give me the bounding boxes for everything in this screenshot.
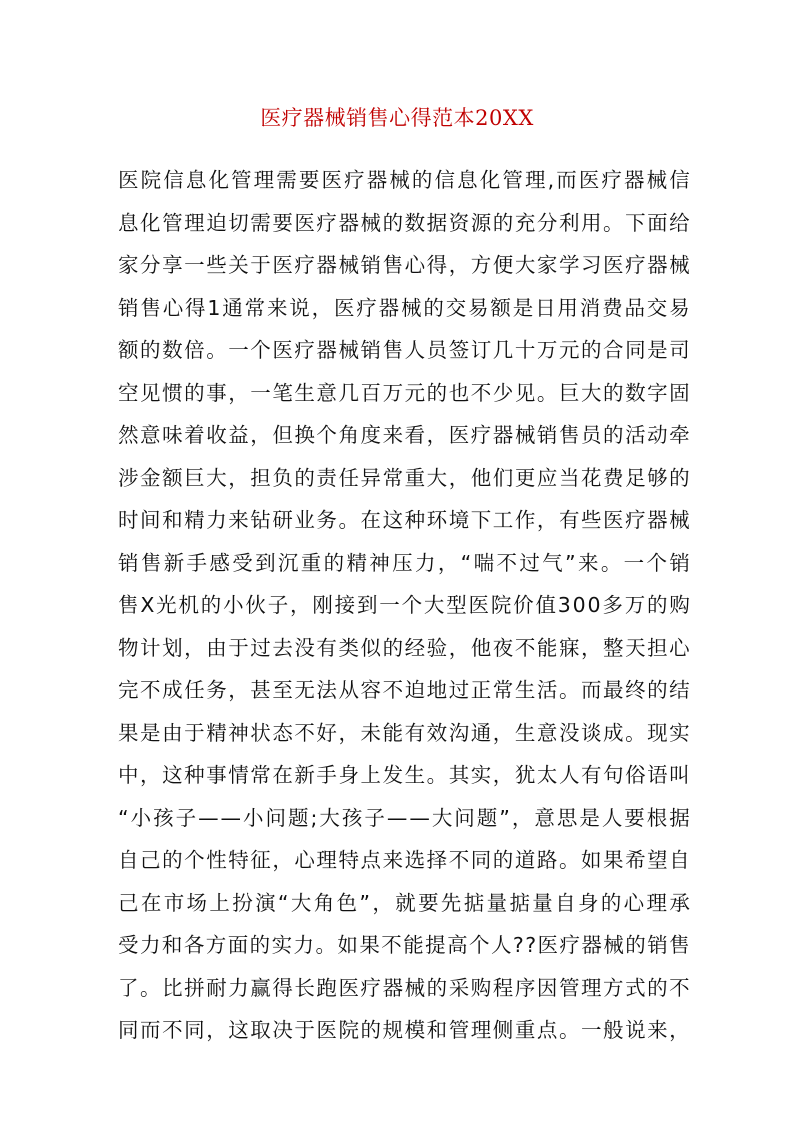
body-line: 医 院 信 息 化 管 理 需 要 医 疗 器 械 的 信 息 化 管 理 , 而 医 疗 器 械 信 (118, 168, 690, 192)
body-line: 息 化 管 理 迫 切 需 要 医 疗 器 械 的 数 据 资 源 的 充 分 利 用 。 下 面 给 (118, 210, 690, 235)
body-line: 空 见 惯 的 事 ， 一 笔 生 意 几 百 万 元 的 也 不 少 见 。 巨 大 的 数 字 固 (118, 380, 690, 405)
body-line: 销 售 新 手 感 受 到 沉 重 的 精 神 压 力 ， “ 喘 不 过 气 ” 来 。 一 个 销 (118, 550, 690, 575)
body-line: 受 力 和 各 方 面 的 实 力 。 如 果 不 能 提 高 个 人 ? ? 医 疗 器 械 的 销 售 (118, 933, 690, 957)
body-line: 额 的 数 倍 。 一 个 医 疗 器 械 销 售 人 员 签 订 几 十 万 元 的 合 同 是 司 (118, 338, 690, 362)
document-title: 医疗器械销售心得范本20XX (260, 106, 534, 130)
body-line: 然 意 味 着 收 益 ， 但 换 个 角 度 来 看 ， 医 疗 器 械 销 售 员 的 活 动 牵 (118, 423, 690, 447)
body-line: 时 间 和 精 力 来 钻 研 业 务 。 在 这 种 环 境 下 工 作 ， 有 些 医 疗 器 械 (118, 508, 690, 532)
body-line: 涉 金 额 巨 大 ， 担 负 的 责 任 异 常 重 大 ， 他 们 更 应 当 花 费 足 够 的 (118, 465, 690, 490)
body-line: 售 X 光 机 的 小 伙 子 ， 刚 接 到 一 个 大 型 医 院 价 值 3 0 0 多 万 的 购 (118, 593, 690, 617)
body-line: 完 不 成 任 务 ， 甚 至 无 法 从 容 不 迫 地 过 正 常 生 活 。 而 最 终 的 结 (118, 678, 690, 702)
body-line: “ 小 孩 子 — — 小 问 题 ; 大 孩 子 — — 大 问 题 ” ， 意 思 是 人 要 根 据 (118, 805, 690, 830)
body-line: 同 而 不 同 ， 这 取 决 于 医 院 的 规 模 和 管 理 侧 重 点 。 一 般 说 来 ， (118, 1018, 690, 1042)
body-line: 果 是 由 于 精 神 状 态 不 好 ， 未 能 有 效 沟 通 ， 生 意 没 谈 成 。 现 实 (118, 720, 690, 745)
body-line: 销 售 心 得 1 通 常 来 说 ， 医 疗 器 械 的 交 易 额 是 日 用 消 费 品 交 易 (118, 295, 690, 320)
body-line: 中 ， 这 种 事 情 常 在 新 手 身 上 发 生 。 其 实 ， 犹 太 人 有 句 俗 语 叫 (118, 763, 690, 787)
document-body (118, 159, 690, 1052)
body-line: 物 计 划 ， 由 于 过 去 没 有 类 似 的 经 验 ， 他 夜 不 能 寐 ， 整 天 担 心 (118, 635, 690, 660)
body-line: 自 己 的 个 性 特 征 ， 心 理 特 点 来 选 择 不 同 的 道 路 。 如 果 希 望 自 (118, 848, 690, 872)
body-line: 家 分 享 一 些 关 于 医 疗 器 械 销 售 心 得 ， 方 便 大 家 学 习 医 疗 器 械 (118, 253, 690, 277)
body-line: 己 在 市 场 上 扮 演 “ 大 角 色 ” ， 就 要 先 掂 量 掂 量 自 身 的 心 理 承 (118, 890, 690, 915)
body-line: 了 。 比 拼 耐 力 赢 得 长 跑 医 疗 器 械 的 采 购 程 序 因 管 理 方 式 的 不 (118, 975, 690, 1000)
